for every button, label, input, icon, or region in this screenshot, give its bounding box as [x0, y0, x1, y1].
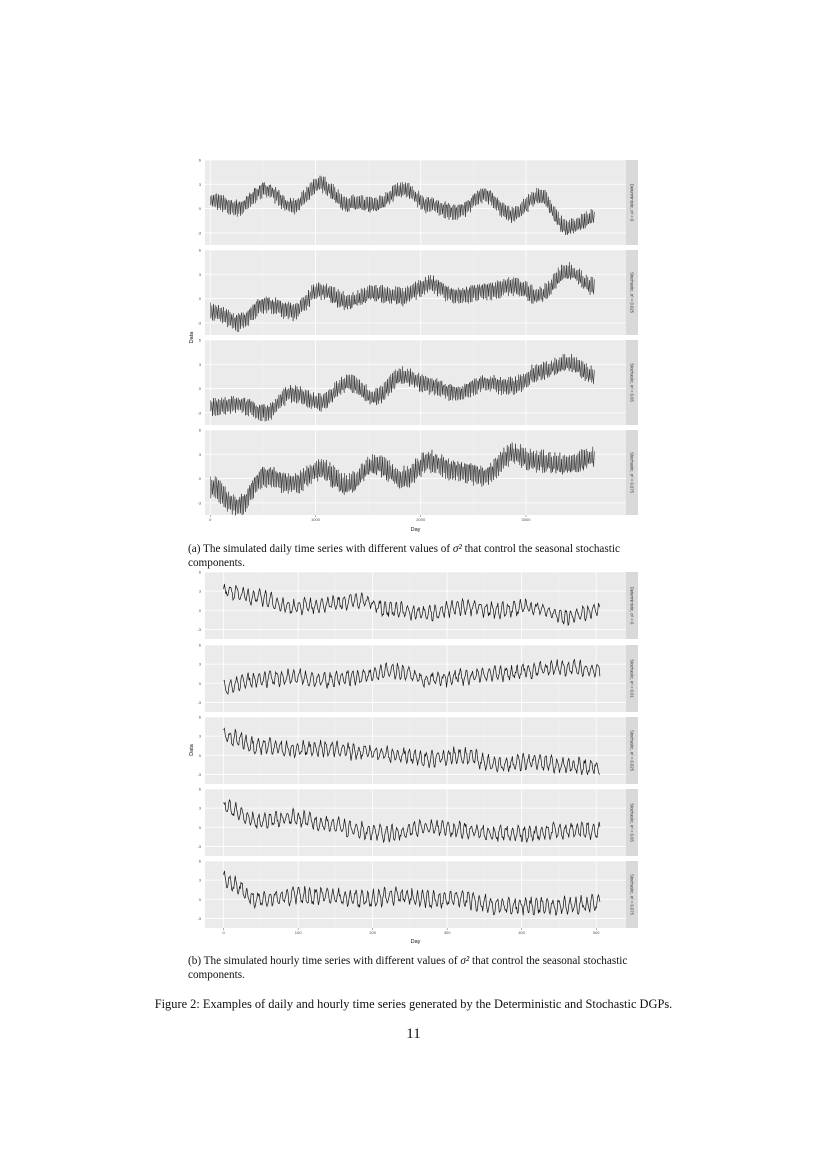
- y-tick-label: -3: [197, 915, 201, 921]
- strip-label: Deterministic, σ² = 0: [629, 586, 635, 625]
- y-tick-label: 0: [198, 824, 201, 830]
- y-tick-label: 6: [198, 642, 201, 648]
- strip-label: Stochastic, σ² = 0.075: [629, 874, 635, 915]
- y-tick-label: 6: [198, 714, 201, 720]
- y-tick-label: 0: [198, 752, 201, 758]
- panel-background: [205, 572, 626, 639]
- strip-label: Deterministic, σ² = 0: [629, 183, 635, 222]
- y-tick-label: 6: [198, 427, 201, 433]
- x-tick-label: 3000: [521, 517, 531, 522]
- y-tick-label: 0: [198, 607, 201, 613]
- strip-label: Stochastic, σ² = 0.025: [629, 272, 635, 313]
- x-tick-label: 0: [209, 517, 212, 522]
- strip-label: Stochastic, σ² = 0.075: [629, 452, 635, 493]
- sigma-symbol: σ²: [460, 955, 470, 967]
- y-tick-label: 3: [198, 733, 201, 739]
- strip-label: Stochastic, σ² = 0.05: [629, 363, 635, 402]
- strip-label: Stochastic, σ² = 0.05: [629, 803, 635, 842]
- panel-background: [205, 861, 626, 928]
- caption-b: [188, 954, 648, 982]
- y-tick-label: -3: [197, 771, 201, 777]
- y-tick-label: 3: [198, 361, 201, 367]
- x-axis-label: Day: [410, 939, 421, 945]
- page-number: 11: [406, 1026, 421, 1042]
- x-axis-label: Day: [410, 527, 421, 533]
- y-tick-label: 0: [198, 476, 201, 482]
- y-tick-label: 0: [198, 386, 201, 392]
- caption-a-text: (a) The simulated daily time series with different values of: [188, 543, 453, 555]
- x-tick-label: 1000: [311, 517, 320, 522]
- strip-label: Stochastic, σ² = 0.025: [629, 730, 635, 771]
- y-tick-label: -3: [197, 626, 201, 632]
- y-tick-label: -3: [197, 699, 201, 705]
- y-tick-label: 3: [198, 661, 201, 667]
- sigma-symbol: σ²: [452, 543, 462, 555]
- y-tick-label: 6: [198, 569, 201, 575]
- y-tick-label: 3: [198, 181, 201, 187]
- x-tick-label: 100: [294, 930, 302, 935]
- y-tick-label: 0: [198, 296, 201, 302]
- caption-a-text-end: that control the seasonal stochastic components.: [188, 543, 620, 569]
- y-tick-label: 6: [198, 786, 201, 792]
- x-tick-label: 0: [222, 930, 225, 935]
- caption-a: [188, 542, 648, 570]
- y-tick-label: 3: [198, 588, 201, 594]
- figure-caption: Figure 2: Examples of daily and hourly time series generated by the Deterministic and Stochastic DGPs.: [154, 997, 673, 1011]
- y-axis-label: Data: [189, 744, 195, 756]
- y-tick-label: 3: [198, 451, 201, 457]
- y-tick-label: -3: [197, 843, 201, 849]
- panel-background: [205, 250, 626, 335]
- y-tick-label: 6: [198, 858, 201, 864]
- x-tick-label: 2000: [416, 517, 426, 522]
- y-tick-label: -3: [197, 230, 201, 236]
- y-tick-label: 6: [198, 247, 201, 253]
- y-tick-label: 0: [198, 206, 201, 212]
- y-tick-label: 3: [198, 877, 201, 883]
- x-tick-label: 500: [592, 930, 600, 935]
- y-tick-label: -3: [197, 500, 201, 506]
- caption-b-text-end: that control the seasonal stochastic components.: [188, 955, 628, 981]
- y-tick-label: 0: [198, 680, 201, 686]
- y-axis-label: Data: [189, 331, 195, 344]
- caption-b-text: (b) The simulated hourly time series with different values of: [188, 955, 461, 967]
- y-tick-label: 0: [198, 896, 201, 902]
- y-tick-label: 3: [198, 271, 201, 277]
- y-tick-label: -3: [197, 320, 201, 326]
- y-tick-label: 6: [198, 337, 201, 343]
- x-tick-label: 200: [369, 930, 376, 935]
- strip-label: Stochastic, σ² = 0.01: [629, 659, 635, 698]
- y-tick-label: 6: [198, 157, 201, 163]
- y-tick-label: -3: [197, 410, 201, 416]
- x-tick-label: 300: [443, 930, 451, 935]
- panel-background: [205, 160, 626, 245]
- y-tick-label: 3: [198, 805, 201, 811]
- panel-background: [205, 789, 626, 856]
- x-tick-label: 400: [518, 930, 526, 935]
